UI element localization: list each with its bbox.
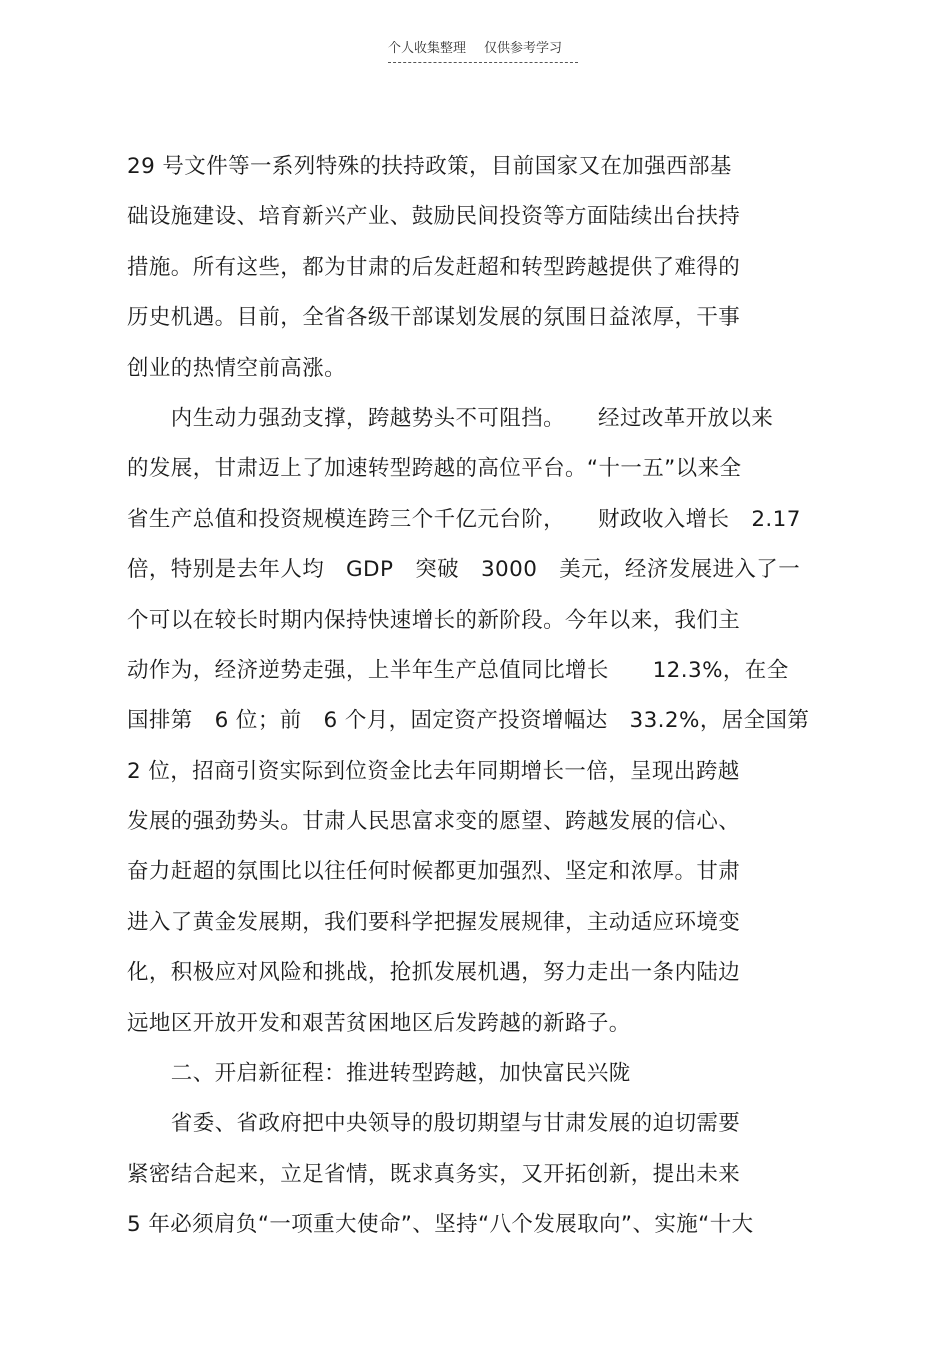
header-left-text: 个人收集整理 xyxy=(388,41,467,56)
text-line: 化，积极应对风险和挑战，抢抓发展机遇，努力走出一条内陆边 xyxy=(127,960,741,986)
text-line: 省生产总值和投资规模连跨三个千亿元台阶， 财政收入增长 2.17 xyxy=(127,506,801,532)
text-line: 发展的强劲势头。甘肃人民思富求变的愿望、跨越发展的信心、 xyxy=(127,809,741,835)
text-line: 措施。所有这些，都为甘肃的后发赶超和转型跨越提供了难得的 xyxy=(127,254,741,280)
text-line: 29 号文件等一系列特殊的扶持政策，目前国家又在加强西部基 xyxy=(127,154,732,179)
text-line: 个可以在较长时期内保持快速增长的新阶段。今年以来，我们主 xyxy=(127,607,741,633)
text-line: 5 年必须肩负“一项重大使命”、坚持“八个发展取向”、实施“十大 xyxy=(127,1212,754,1238)
text-line: 础设施建设、培育新兴产业、鼓励民间投资等方面陆续出台扶持 xyxy=(127,204,741,230)
text-line: 内生动力强劲支撑，跨越势头不可阻挡。 经过改革开放以来 xyxy=(127,405,774,431)
text-line: 奋力赶超的氛围比以往任何时候都更加强烈、坚定和浓厚。甘肃 xyxy=(127,859,741,885)
text-line: 进入了黄金发展期，我们要科学把握发展规律，主动适应环境变 xyxy=(127,909,741,935)
text-line: 动作为，经济逆势走强，上半年生产总值同比增长 12.3%，在全 xyxy=(127,657,789,683)
header-right-text: 仅供参考学习 xyxy=(484,41,563,56)
text-line: 创业的热情空前高涨。 xyxy=(127,355,347,381)
section-heading: 二、开启新征程：推进转型跨越，加快富民兴陇 xyxy=(127,1061,631,1087)
page-header xyxy=(388,38,578,63)
text-line: 的发展，甘肃迈上了加速转型跨越的高位平台。“十一五”以来全 xyxy=(127,456,742,482)
text-line: 2 位，招商引资实际到位资金比去年同期增长一倍，呈现出跨越 xyxy=(127,758,740,784)
text-line: 紧密结合起来，立足省情，既求真务实，又开拓创新，提出未来 xyxy=(127,1161,741,1187)
text-line: 历史机遇。目前，全省各级干部谋划发展的氛围日益浓厚，干事 xyxy=(127,305,741,331)
text-line: 倍，特别是去年人均 GDP 突破 3000 美元，经济发展进入了一 xyxy=(127,557,801,583)
text-line: 远地区开放开发和艰苦贫困地区后发跨越的新路子。 xyxy=(127,1010,631,1036)
text-line: 国排第 6 位；前 6 个月，固定资产投资增幅达 33.2%，居全国第 xyxy=(127,708,810,734)
text-line: 省委、省政府把中央领导的殷切期望与甘肃发展的迫切需要 xyxy=(127,1111,741,1137)
document-body xyxy=(127,146,847,1255)
